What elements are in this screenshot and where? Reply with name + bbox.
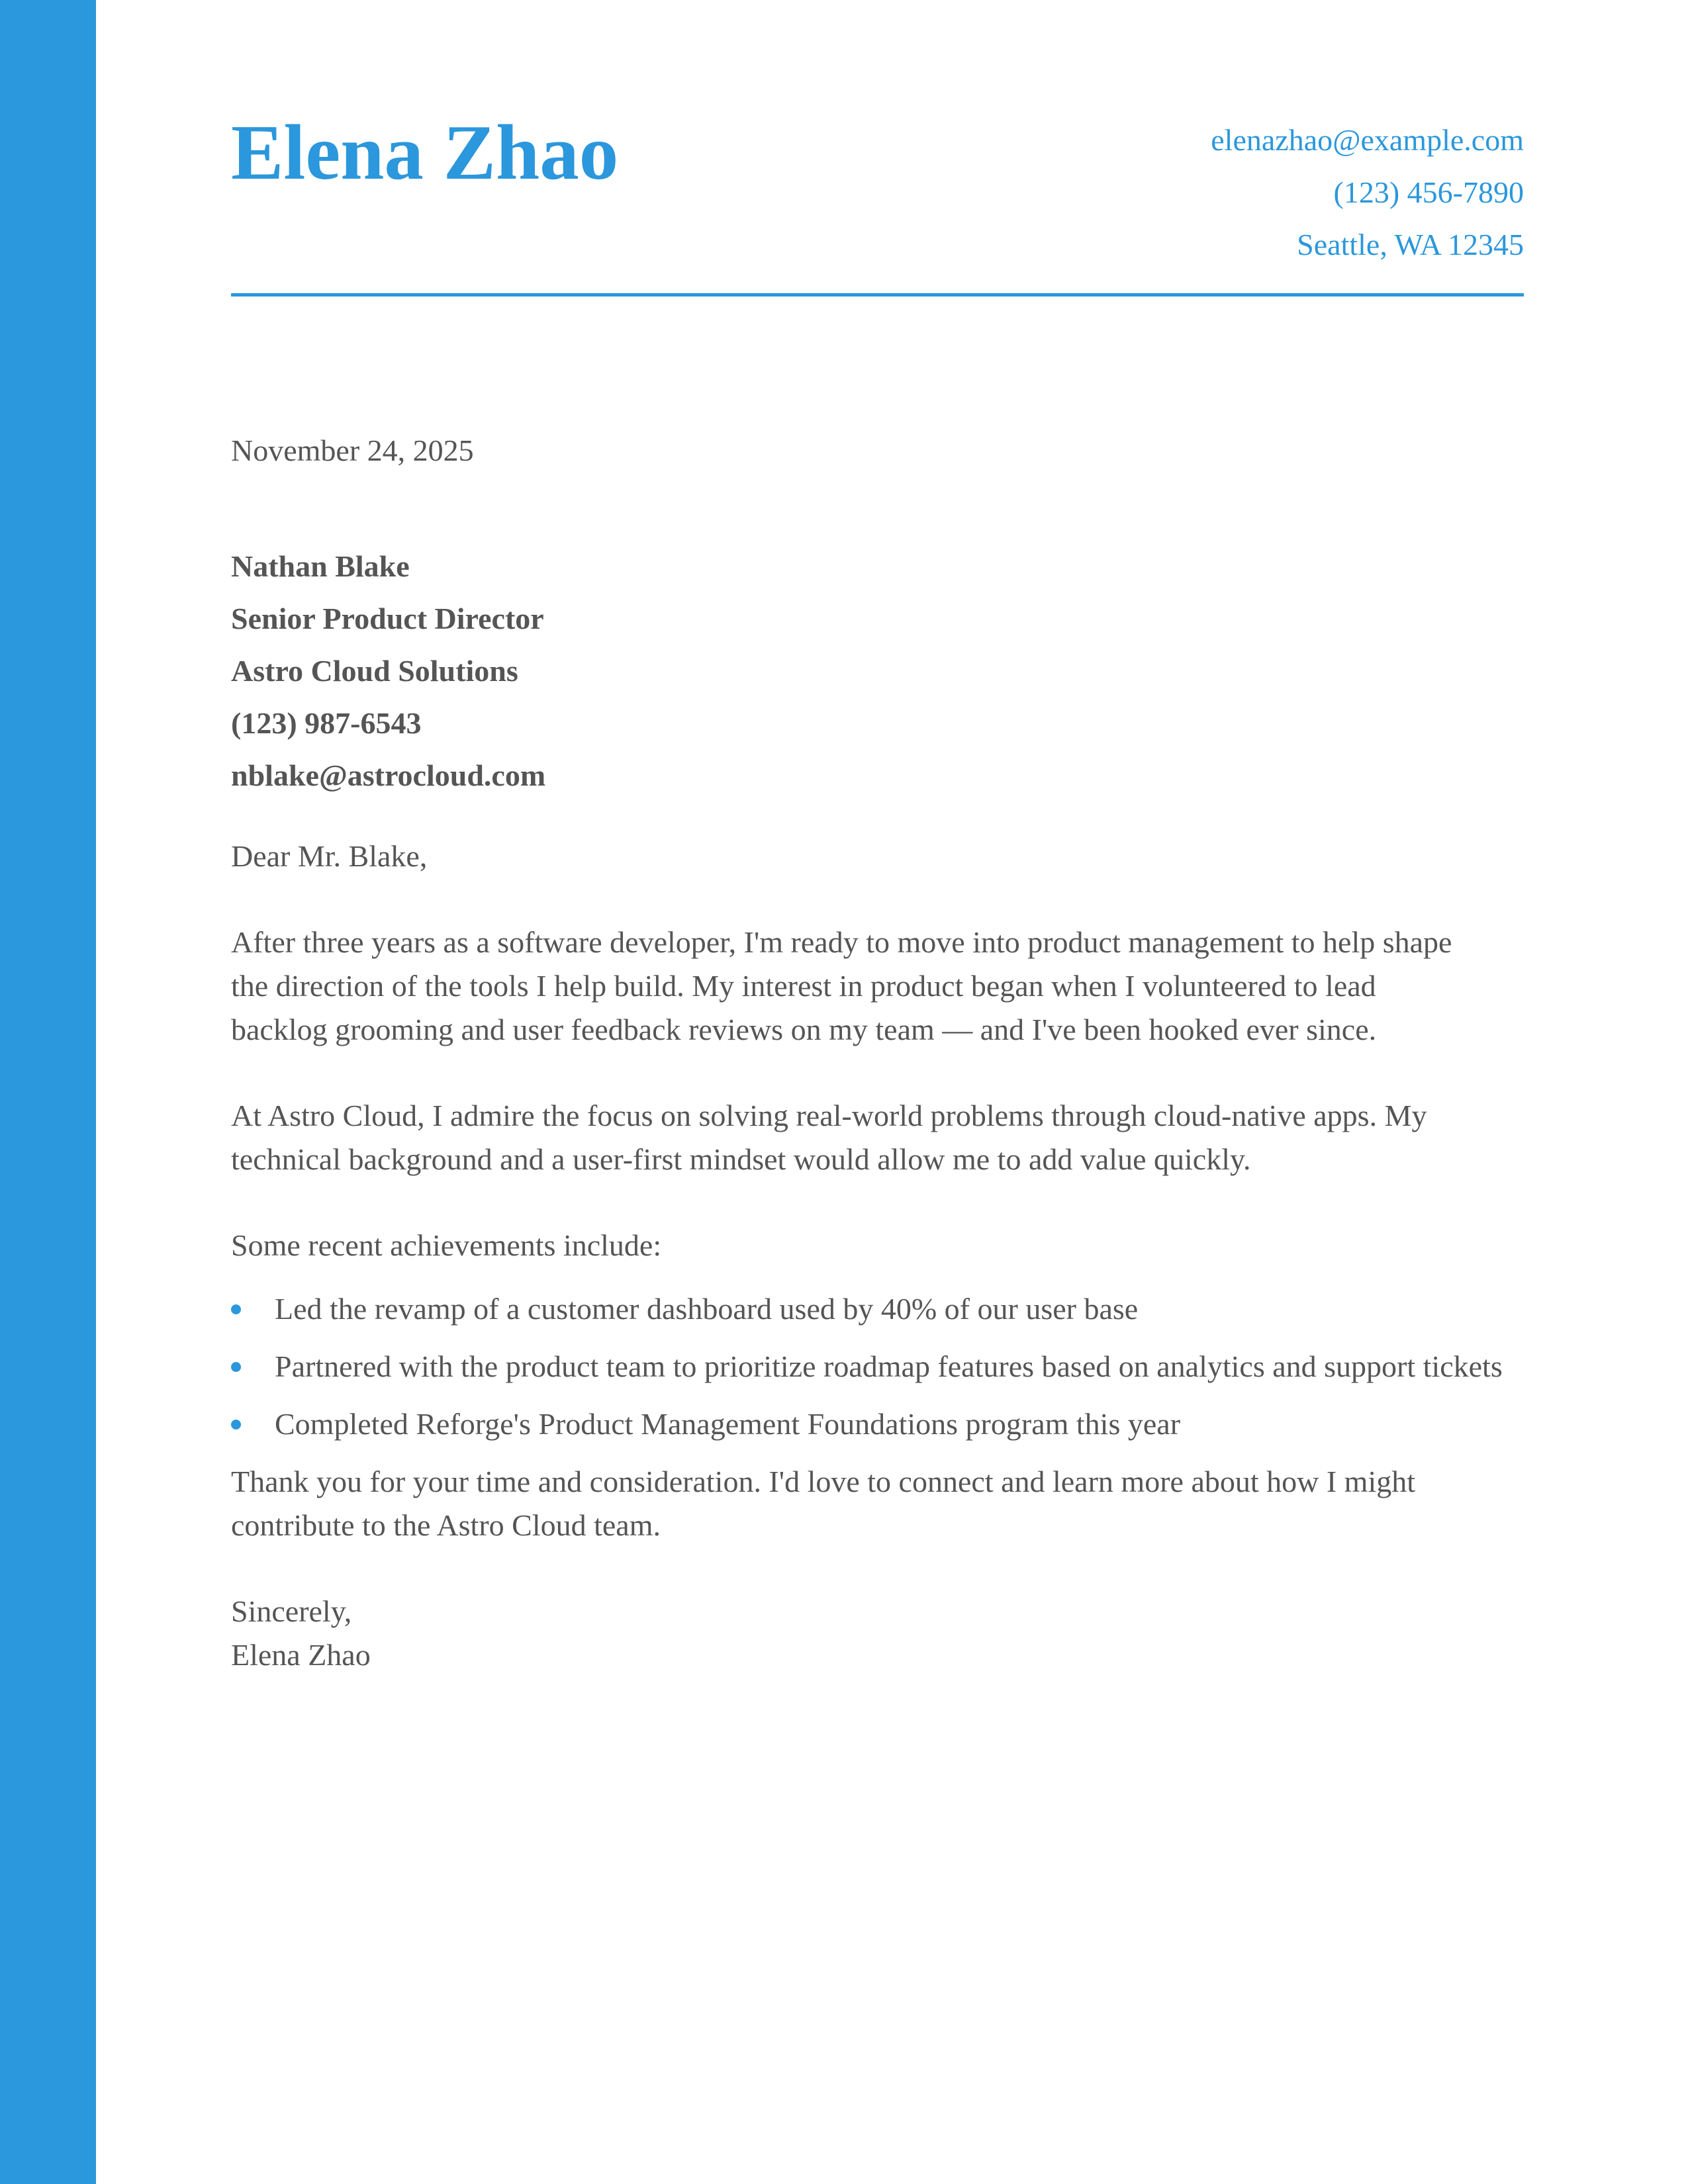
sender-location: Seattle, WA 12345 <box>1297 228 1524 261</box>
list-item <box>231 1402 1524 1446</box>
recipient-block <box>231 540 1524 801</box>
letter-body <box>231 429 1524 1677</box>
signoff-word: Sincerely, <box>231 1594 352 1628</box>
sender-email: elenazhao@example.com <box>1211 123 1524 157</box>
paragraph-intro: After three years as a software developer, I'm ready to move into product management to help shape the direction of the tools I help build. My interest in product began when I volunteered to lead backlog grooming and user feedback reviews on my team — and I've been hooked ever since. <box>231 925 1452 1046</box>
achievement-text: Led the revamp of a customer dashboard used by 40% of our user base <box>275 1292 1139 1326</box>
header-divider <box>231 293 1524 296</box>
recipient-company: Astro Cloud Solutions <box>231 654 518 688</box>
list-item <box>231 1345 1524 1388</box>
recipient-name: Nathan Blake <box>231 549 410 583</box>
letterhead <box>231 106 1524 298</box>
sender-contact <box>1211 114 1524 271</box>
letter-date: November 24, 2025 <box>231 433 474 467</box>
signoff-block <box>231 1590 1524 1677</box>
accent-sidebar <box>0 0 96 2184</box>
sender-phone: (123) 456-7890 <box>1333 175 1524 209</box>
achievements-intro: Some recent achievements include: <box>231 1228 662 1262</box>
bullet-icon <box>231 1304 241 1314</box>
sender-name: Elena Zhao <box>231 109 619 196</box>
bullet-icon <box>231 1362 241 1372</box>
paragraph-company: At Astro Cloud, I admire the focus on solving real-world problems through cloud-native apps. My technical background and a user-first mindset would allow me to add value quickly. <box>231 1099 1427 1176</box>
recipient-phone: (123) 987-6543 <box>231 706 422 740</box>
achievements-list <box>231 1287 1524 1446</box>
salutation: Dear Mr. Blake, <box>231 839 428 873</box>
achievement-text: Partnered with the product team to prioritize roadmap features based on analytics and support tickets <box>275 1349 1503 1383</box>
bullet-icon <box>231 1420 241 1430</box>
achievement-text: Completed Reforge's Product Management Foundations program this year <box>275 1407 1181 1441</box>
closing-paragraph: Thank you for your time and consideration. I'd love to connect and learn more about how I might contribute to the Astro Cloud team. <box>231 1465 1416 1542</box>
signoff-name: Elena Zhao <box>231 1638 371 1672</box>
recipient-title: Senior Product Director <box>231 602 544 635</box>
list-item <box>231 1287 1524 1331</box>
recipient-email: nblake@astrocloud.com <box>231 758 546 792</box>
